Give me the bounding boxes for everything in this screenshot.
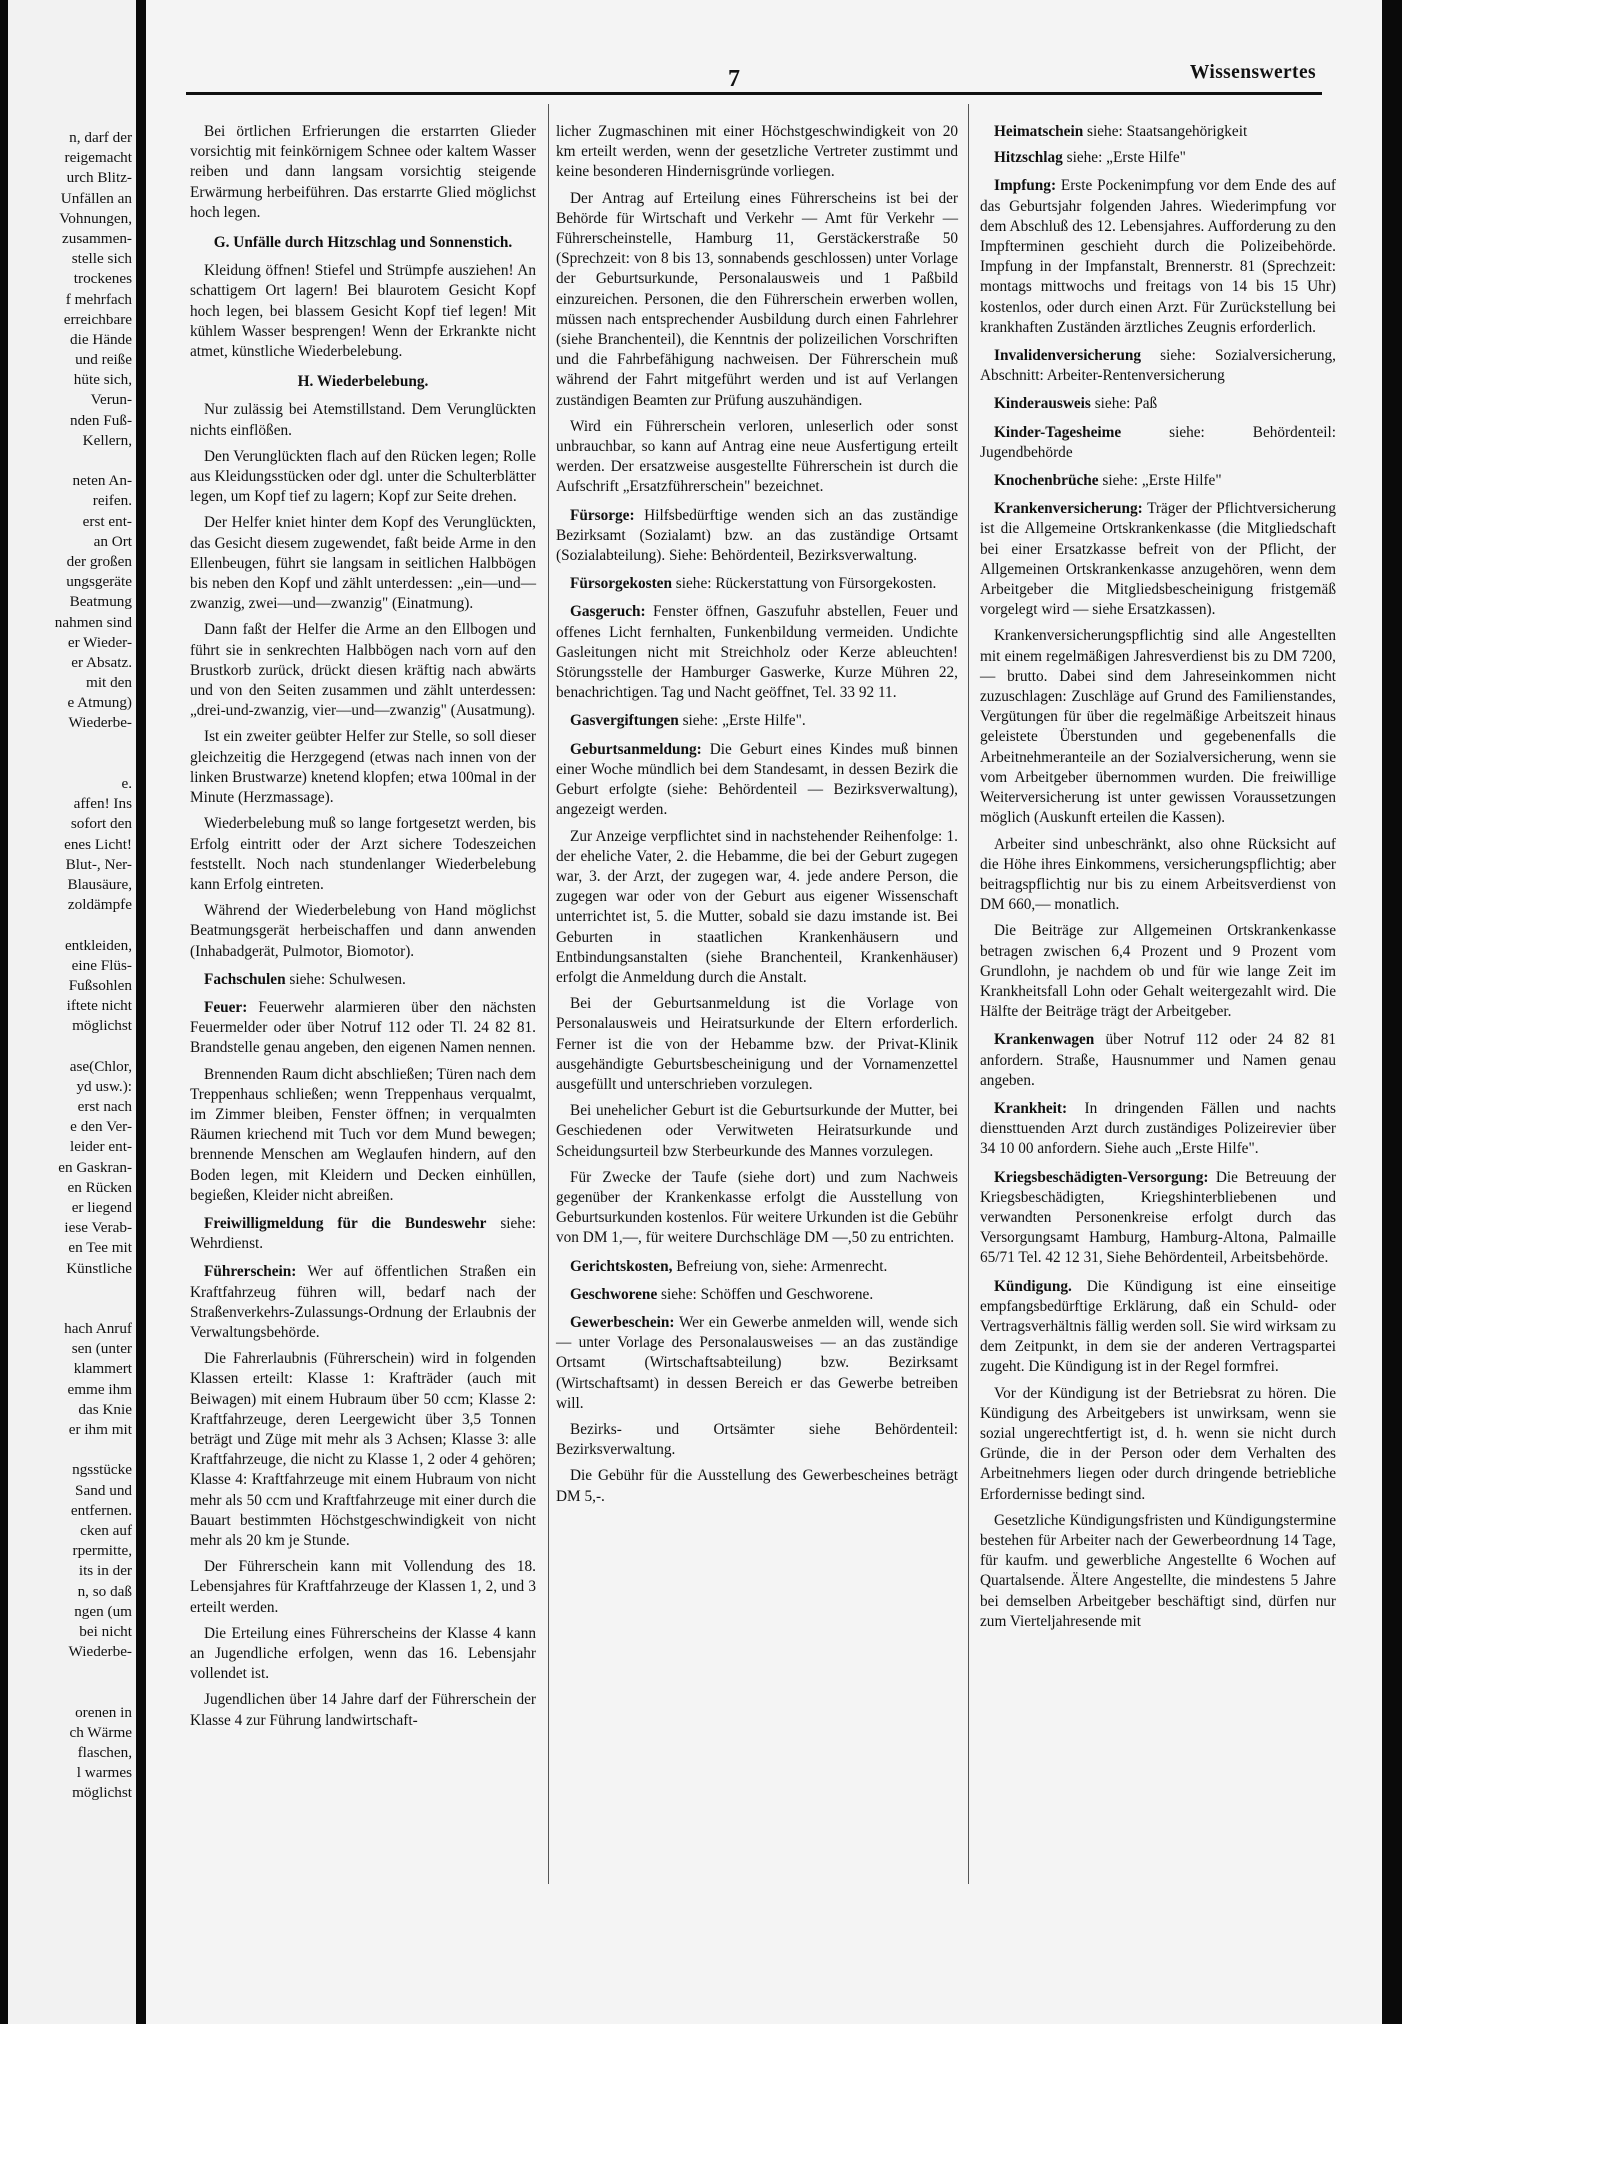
entry-term: Geburtsanmeldung: bbox=[570, 740, 702, 758]
paragraph: Die Fahrerlaubnis (Führerschein) wird in folgenden Klassen erteilt: Klasse 1: Krafträder (auch mit Beiwagen) mit einem Hubraum über 50 ccm; Klasse 2: Kraftfahrzeuge, deren Leergewicht über 3,5 Tonnen beträgt und Züge mit mehr als 3 Achsen; Klasse 3: alle Kraftfahrzeuge, die nicht zu Klasse 1, 2 oder 4 gehören; Klasse 4: Kraftfahrzeuge mit einem Hubraum von nicht mehr als 50 ccm und Kraftfahrzeuge mit einer durch die Bauart bestimmten Höchstgeschwindigkeit von nicht mehr als 20 km je Stunde. bbox=[190, 1350, 536, 1549]
fragment-line: stelle sich bbox=[71, 250, 132, 268]
entry-term: Knochenbrüche bbox=[994, 472, 1099, 490]
paragraph: Dann faßt der Helfer die Arme an den Ellbogen und führt sie in senkrechten Halbbögen nach vorn auf den Brustkorb zurück, drückt diesen kräftig nach abwärts und von den Seiten zusammen und zählt unterdessen: „drei-und-zwanzig, vier—und—zwanzig" (Ausatmung). bbox=[190, 621, 536, 720]
paragraph: Für Zwecke der Taufe (siehe dort) und zum Nachweis gegenüber der Krankenkasse erfolgt die Ausstellung von Geburtsurkunden kostenlos. Für weitere Urkunden ist die Gebühr von DM 1,—, für weitere Durchschläge DM —,50 zu entrichten. bbox=[556, 1168, 958, 1247]
paragraph: Arbeiter sind unbeschränkt, also ohne Rücksicht auf die Höhe ihres Einkommens, versicherungspflichtig; aber beitragspflichtig nur bis zu einem Arbeitsverdienst von DM 660,— monatlich. bbox=[980, 835, 1336, 914]
entry-gerichtskosten bbox=[556, 1257, 958, 1277]
running-head: Wissenswertes bbox=[1189, 62, 1316, 83]
entry-term: Gerichtskosten, bbox=[570, 1257, 673, 1275]
fragment-line: hach Anruf bbox=[64, 1320, 132, 1338]
fragment-line: sofort den bbox=[70, 815, 132, 833]
paragraph: Zur Anzeige verpflichtet sind in nachstehender Reihenfolge: 1. der eheliche Vater, 2. die Hebamme, die bei der Geburt zugegen war, 3. der Arzt, der zugegen war, 4. jede andere Person, die zugegen war oder von der Geburt aus eigener Wissenschaft unterrichtet ist, 5. die Mutter, sobald sie dazu imstande ist. Bei Geburten in staatlichen Krankenhäusern und Entbindungsanstalten (siehe Branchenteil, Krankenhäuser) erfolgt die Anmeldung durch die Anstalt. bbox=[556, 827, 958, 986]
paragraph: Brennenden Raum dicht abschließen; Türen nach dem Treppenhaus schließen; wenn Treppenhaus verqualmt, im Zimmer bleiben, Fenster öffnen; in verqualmten Räumen kriechend mit Tuch vor dem Mund bewegen; brennende Menschen am Weglaufen hindern, auf den Boden legen, mit Kleidern und Decken einhüllen, begießen, Kleider nicht abreißen. bbox=[190, 1065, 536, 1204]
fragment-line: e den Ver- bbox=[70, 1118, 132, 1136]
fragment-line: en Rücken bbox=[67, 1178, 132, 1196]
entry-text: siehe: Staatsangehörigkeit bbox=[1083, 123, 1248, 140]
paragraph: Während der Wiederbelebung von Hand möglichst Beatmungsgerät herbeischaffen und dann anwenden (Inhabadgerät, Pulmotor, Biomotor). bbox=[190, 902, 536, 960]
fragment-line: klammert bbox=[73, 1360, 132, 1378]
entry-term: Kriegsbeschädigten-Versorgung: bbox=[994, 1168, 1209, 1186]
entry-fuersorgekosten bbox=[556, 574, 958, 594]
entry-term: Krankenwagen bbox=[994, 1031, 1095, 1049]
fragment-line: n, darf der bbox=[69, 129, 132, 146]
entry-gasgeruch bbox=[556, 602, 958, 703]
entry-term: Kündigung. bbox=[994, 1277, 1072, 1295]
entry-term: Fürsorge: bbox=[570, 506, 635, 524]
column-1 bbox=[190, 122, 536, 1737]
paragraph: Bei örtlichen Erfrierungen die erstarrten Glieder vorsichtig mit feinkörnigem Schnee oder kaltem Wasser reiben und dann langsam vorsichtig steigende Erwärmung herbeiführen. Das erstarrte Glied möglichst hoch legen. bbox=[190, 123, 536, 221]
fragment-line: sen (unter bbox=[71, 1340, 132, 1358]
entry-text: Die Betreuung der Kriegsbeschädigten, Kriegshinterbliebenen und verwandten Personenkreise erfolgt durch das Versorgungsamt Hamburg, Hamburg-Altona, Palmaille 65/71 Tel. 42 12 31, Siehe Behördenteil, Arbeitsbehörde. bbox=[980, 1168, 1336, 1267]
entry-term: Fachschulen bbox=[204, 970, 286, 988]
paragraph: Der Antrag auf Erteilung eines Führerscheins ist bei der Behörde für Wirtschaft und Verkehr — Amt für Verkehr — Führerscheinstelle, Hamburg 11, Gerstäckerstraße 50 (Sprechzeit: von 8 bis 13, sonnabends geschlossen) unter Vorlage der Geburtsurkunde, Personalausweis und 1 Paßbild einzureichen. Personen, die den Führerschein erwerben wollen, müssen nach entsprechender Ausbildung durch einen Fahrlehrer (siehe Branchenteil), die Kenntnis der polizeilichen Vorschriften und die Fahrbefähigung nachweisen. Der Führerschein muß während der Fahrt mitgeführt werden und ist auf Verlangen zuständigen Beamten zur Prüfung auszuhändigen. bbox=[556, 189, 958, 409]
fragment-line: nahmen sind bbox=[54, 613, 132, 631]
paragraph: Wiederbelebung muß so lange fortgesetzt werden, bis Erfolg eintritt oder der Arzt sichere Todeszeichen feststellt. Noch nach stundenlanger Wiederbelebung kann Erfolg eintreten. bbox=[190, 815, 536, 893]
fragment-line: eine Flüs- bbox=[71, 956, 132, 974]
paragraph: Kleidung öffnen! Stiefel und Strümpfe ausziehen! An schattigem Ort lagern! Bei blaurotem Gesicht Kopf hoch legen, bei blassem Gesicht Kopf tief legen! Mit kühlem Wasser besprengen! Wenn der Erkrankte nicht atmet, künstliche Wiederbelebung. bbox=[190, 262, 536, 361]
fragment-line: Vohnungen, bbox=[59, 209, 132, 227]
entry-fuehrerschein bbox=[190, 1262, 536, 1343]
paragraph: Der Helfer kniet hinter dem Kopf des Verunglückten, das Gesicht diesem zugewendet, faßt beide Arme in den Ellenbeugen, führt sie langsam in seitlichen Halbbögen bis neben den Kopf und zählt unterdessen: „ein—und—zwanzig, zwei—und—zwanzig" (Einatmung). bbox=[190, 514, 536, 613]
entry-text: Feuerwehr alarmieren über den nächsten Feuermelder oder über Notruf 112 oder Tl. 24 82 81. Brandstelle genau angeben, den eigenen Namen nennen. bbox=[190, 998, 536, 1057]
header-rule bbox=[186, 92, 1322, 95]
paragraph: Wird ein Führerschein verloren, unleserlich oder sonst unbrauchbar, so kann auf Antrag eine neue Ausfertigung erteilt werden. Der ersatzweise ausgestellte Führerschein ist durch die Aufschrift „Ersatzführerschein" bezeichnet. bbox=[556, 417, 958, 496]
fragment-line: er Absatz. bbox=[71, 653, 132, 671]
fragment-line: möglichst bbox=[72, 1017, 132, 1035]
page-number: 7 bbox=[728, 66, 740, 92]
page-gutter bbox=[136, 0, 146, 2024]
fragment-line: iftete nicht bbox=[66, 997, 132, 1015]
entry-term: Impfung: bbox=[994, 177, 1057, 195]
entry-text: Fenster öffnen, Gaszufuhr abstellen, Feuer und offenes Licht fernhalten, Funkenbildung vermeiden. Undichte Gasleitungen nicht mit Streichholz oder Kerze ableuchten! Störungsstelle der Hamburger Gaswerke, Kurze Mühren 22, benachrichtigen. Tag und Nacht geöffnet, Tel. 33 92 11. bbox=[556, 603, 958, 702]
fragment-line: ungsgeräte bbox=[66, 573, 132, 591]
entry-kinderausweis bbox=[980, 394, 1336, 414]
scan-border-left bbox=[0, 0, 8, 2024]
paragraph: Bezirks- und Ortsämter siehe Behördenteil: Bezirksverwaltung. bbox=[556, 1420, 958, 1459]
paragraph: Gesetzliche Kündigungsfristen und Kündigungstermine bestehen für Arbeiter nach der Gewerbeordnung 14 Tage, für kaufm. und gewerbliche Angestellte 6 Wochen auf Quartalsende. Ältere Angestellte, die mindestens 5 Jahre bei demselben Arbeitgeber beschäftigt sind, dürfen nur zum Vierteljahresende mit bbox=[980, 1511, 1336, 1630]
entry-text: Die Kündigung ist eine einseitige empfangsbedürftige Erklärung, daß ein Schuld- oder Vertragsverhältnis fällig werden soll. Sie wird wirksam zu dem Zeitpunkt, in dem sie der anderen Vertragspartei zugeht. Die Kündigung ist in der Regel formfrei. bbox=[980, 1277, 1336, 1376]
column-divider bbox=[968, 104, 969, 1884]
fragment-line bbox=[8, 1440, 132, 1460]
fragment-line: Beatmung bbox=[69, 593, 132, 611]
fragment-line: er Wieder- bbox=[67, 633, 132, 651]
entry-text: In dringenden Fällen und nachts diensttuenden Arzt durch zuständiges Polizeirevier über 34 10 00 anfordern. Siehe auch „Erste Hilfe". bbox=[980, 1099, 1336, 1158]
fragment-line bbox=[8, 915, 132, 935]
fragment-line: möglichst bbox=[72, 1784, 132, 1802]
entry-knochenbrueche bbox=[980, 471, 1336, 491]
entry-text: Wer auf öffentlichen Straßen ein Kraftfahrzeug führen will, bedarf nach der Straßenverkehrs-Zulassungs-Ordnung der Erlaubnis der Verwaltungsbehörde. bbox=[190, 1263, 536, 1341]
fragment-line bbox=[8, 1036, 132, 1056]
fragment-line bbox=[8, 734, 132, 754]
fragment-line: und reiße bbox=[75, 351, 132, 369]
fragment-line: enes Licht! bbox=[64, 835, 132, 853]
document-page bbox=[146, 0, 1382, 2024]
fragment-line: entfernen. bbox=[70, 1501, 132, 1519]
fragment-line: reifen. bbox=[92, 492, 132, 510]
fragment-line: ch Wärme bbox=[69, 1723, 132, 1741]
entry-term: Krankheit: bbox=[994, 1099, 1068, 1117]
paragraph: Die Gebühr für die Ausstellung des Gewerbescheines beträgt DM 5,-. bbox=[556, 1467, 958, 1505]
entry-feuer bbox=[190, 998, 536, 1059]
fragment-line: das Knie bbox=[78, 1400, 132, 1418]
fragment-line: urch Blitz- bbox=[66, 169, 132, 187]
paragraph: Bei unehelicher Geburt ist die Geburtsurkunde der Mutter, bei Geschiedenen oder Verwitweten Heiratsurkunde und Scheidungsurteil bzw Sterbeurkunde des Mannes vorzulegen. bbox=[556, 1102, 958, 1160]
entry-kinder-tagesheime bbox=[980, 423, 1336, 463]
fragment-line: an Ort bbox=[93, 532, 132, 550]
column-divider bbox=[548, 104, 549, 1884]
entry-term: Gewerbeschein: bbox=[570, 1313, 675, 1331]
fragment-line bbox=[8, 1682, 132, 1702]
fragment-line: der großen bbox=[66, 552, 132, 570]
entry-impfung bbox=[980, 176, 1336, 338]
paragraph: Nur zulässig bei Atemstillstand. Dem Verunglückten nichts einflößen. bbox=[190, 401, 536, 439]
fragment-line: n, so daß bbox=[77, 1582, 132, 1600]
entry-term: Kinder-Tagesheime bbox=[994, 423, 1122, 441]
fragment-line: en Tee mit bbox=[68, 1239, 132, 1257]
fragment-line: trockenes bbox=[73, 270, 132, 288]
fragment-line: erst nach bbox=[77, 1098, 132, 1115]
fragment-line: affen! Ins bbox=[73, 795, 132, 813]
entry-fachschulen bbox=[190, 970, 536, 990]
fragment-line: entkleiden, bbox=[64, 936, 132, 954]
fragment-line: emme ihm bbox=[67, 1380, 132, 1398]
fragment-line: its in der bbox=[78, 1562, 132, 1580]
fragment-line: Kellern, bbox=[82, 431, 132, 449]
paragraph: Vor der Kündigung ist der Betriebsrat zu hören. Die Kündigung des Arbeitgebers ist unwirksam, wenn sie sozial ungerechtfertigt ist, d. h. wenn sie nicht durch Gründe, die in der Person oder dem Verhalten des Arbeitnehmers liegen oder durch dringende betriebliche Erfordernisse bedingt sind. bbox=[980, 1384, 1336, 1503]
fragment-line: rpermitte, bbox=[72, 1542, 132, 1560]
paragraph: licher Zugmaschinen mit einer Höchstgeschwindigkeit von 20 km erteilt werden, wenn der gesetzliche Vertreter zustimmt und keine besonderen Hindernisgründe vorliegen. bbox=[556, 123, 958, 181]
fragment-line: er ihm mit bbox=[68, 1421, 132, 1438]
paragraph: Ist ein zweiter geübter Helfer zur Stelle, so soll dieser gleichzeitig die Herzgegend (etwas nach innen von der linken Brustwarze) knetend klopfen; etwa 100mal in der Minute (Herzmassage). bbox=[190, 728, 536, 807]
entry-text: siehe: Sozialversicherung, Abschnitt: Arbeiter-Rentenversicherung bbox=[980, 347, 1336, 385]
fragment-line: Wiederbe- bbox=[68, 1643, 132, 1661]
entry-text: siehe: Paß bbox=[1090, 395, 1158, 413]
fragment-line: cken auf bbox=[80, 1521, 132, 1539]
entry-text: siehe: Wehrdienst. bbox=[190, 1214, 536, 1253]
entry-text: Wer ein Gewerbe anmelden will, wende sich — unter Vorlage des Personalausweises — an das zuständige Ortsamt (Wirtschaftsabteilung) bzw. Bezirksamt (Wirtschaftsamt) in dessen Bereich er das Gewerbe betreiben will. bbox=[556, 1313, 958, 1412]
entry-invalidenversicherung bbox=[980, 346, 1336, 386]
paragraph: Der Führerschein kann mit Vollendung des 18. Lebensjahres für Kraftfahrzeuge der Klassen 1, 2, und 3 erteilt werden. bbox=[190, 1558, 536, 1616]
entry-text: siehe: Rückerstattung von Fürsorgekosten. bbox=[671, 575, 937, 593]
column-3 bbox=[980, 122, 1336, 1638]
entry-geschworene bbox=[556, 1285, 958, 1305]
entry-text: Befreiung von, siehe: Armenrecht. bbox=[672, 1257, 888, 1275]
fragment-line: orenen in bbox=[75, 1703, 132, 1721]
entry-text: siehe: „Erste Hilfe" bbox=[1098, 472, 1222, 490]
entry-geburtsanmeldung bbox=[556, 740, 958, 821]
fragment-line: en Gaskran- bbox=[58, 1158, 132, 1176]
entry-text: siehe: „Erste Hilfe" bbox=[1062, 149, 1186, 167]
entry-term: Fürsorgekosten bbox=[570, 575, 672, 593]
entry-freiwilligmeldung bbox=[190, 1214, 536, 1254]
entry-text: Träger der Pflichtversicherung ist die Allgemeine Ortskrankenkasse (die Mitgliedschaft bei einer Ersatzkasse befreit von der Pflicht, der Allgemeinen Ortskrankenkasse anzugehören, wenn dem Arbeitgeber die Mitgliedsbescheinigung fristgemäß vorgelegt wird — siehe Ersatzkassen). bbox=[980, 500, 1336, 619]
fragment-line: bei nicht bbox=[79, 1622, 132, 1640]
column-2 bbox=[556, 122, 958, 1513]
entry-krankenversicherung bbox=[980, 499, 1336, 620]
entry-text: siehe: Behördenteil: Jugendbehörde bbox=[980, 423, 1336, 461]
entry-gasvergiftungen bbox=[556, 711, 958, 731]
entry-text: Erste Pockenimpfung vor dem Ende des auf das Geburtsjahr folgenden Jahres. Wiederimpfung vor dem Abschluß des 12. Lebensjahres. Aufforderung zu den Impfterminen geschieht durch die Polizeibehörde. Impfung in der Impfanstalt, Brennerstr. 81 (Sprechzeit: montags mittwochs und freitags von 14 bis 15 Uhr) kostenlos, oder durch einen Arzt. Für Zurückstellung bei krankhaften Zuständen ärztliches Zeugnis erforderlich. bbox=[980, 177, 1336, 336]
entry-term: Heimatschein bbox=[994, 123, 1084, 140]
entry-heimatschein bbox=[980, 122, 1336, 142]
fragment-line: erst ent- bbox=[82, 512, 132, 530]
fragment-line: hüte sich, bbox=[73, 371, 132, 389]
entry-term: Krankenversicherung: bbox=[994, 500, 1143, 518]
fragment-line: yd usw.): bbox=[76, 1077, 132, 1095]
entry-term: Gasgeruch: bbox=[570, 603, 646, 621]
paragraph: Den Verunglückten flach auf den Rücken legen; Rolle aus Kleidungsstücken oder dgl. unter die Schulterblätter legen, um Kopf tief zu lagern; Kopf zur Seite drehen. bbox=[190, 447, 536, 506]
paragraph: Bei der Geburtsanmeldung ist die Vorlage von Personalausweis und Heiratsurkunde der Eltern erforderlich. Ferner ist die von der Hebamme bzw. der Privat-Klinik ausgehändigte Geburtsbescheinigung und der Vornamenzettel ausgefüllt und unterschrieben vorzulegen. bbox=[556, 995, 958, 1093]
fragment-line: Sand und bbox=[75, 1481, 132, 1499]
fragment-line: ngsstücke bbox=[72, 1461, 132, 1479]
entry-kuendigung bbox=[980, 1277, 1336, 1378]
fragment-line: Unfällen an bbox=[60, 189, 132, 207]
paragraph: Jugendlichen über 14 Jahre darf der Führerschein der Klasse 4 zur Führung landwirtschaft- bbox=[190, 1691, 536, 1729]
facing-page-text bbox=[8, 128, 132, 1804]
fragment-line: erreichbare bbox=[63, 310, 132, 328]
entry-term: Führerschein: bbox=[204, 1263, 297, 1281]
section-heading: G. Unfälle durch Hitzschlag und Sonnenstich. bbox=[213, 234, 513, 252]
fragment-line: Künstliche bbox=[66, 1259, 132, 1277]
entry-text: Hilfsbedürftige wenden sich an das zuständige Bezirksamt (Sozialamt) bzw. an das zuständige Ortsamt (Sozialabteilung). Siehe: Behördenteil, Bezirksverwaltung. bbox=[556, 506, 958, 565]
entry-term: Hitzschlag bbox=[994, 149, 1063, 167]
fragment-line: neten An- bbox=[72, 472, 132, 490]
entry-krankheit bbox=[980, 1099, 1336, 1160]
entry-hitzschlag bbox=[980, 148, 1336, 168]
fragment-line: l warmes bbox=[76, 1764, 132, 1782]
fragment-line: Wiederbe- bbox=[68, 714, 132, 732]
entry-text: siehe: „Erste Hilfe". bbox=[678, 712, 806, 730]
entry-fuersorge bbox=[556, 506, 958, 567]
entry-text: siehe: Schulwesen. bbox=[285, 970, 406, 988]
entry-gewerbeschein bbox=[556, 1313, 958, 1414]
paragraph: Die Erteilung eines Führerscheins der Klasse 4 kann an Jugendliche erfolgen, wenn das 16. Lebensjahr vollendet ist. bbox=[190, 1624, 536, 1683]
entry-text: siehe: Schöffen und Geschworene. bbox=[657, 1285, 874, 1303]
fragment-line: die Hände bbox=[70, 330, 132, 348]
section-heading: H. Wiederbelebung. bbox=[297, 373, 429, 391]
facing-page-fragment bbox=[8, 0, 136, 2024]
fragment-line bbox=[8, 1299, 132, 1319]
entry-kriegsbeschaedigten bbox=[980, 1168, 1336, 1269]
fragment-line: reigemacht bbox=[64, 149, 132, 167]
fragment-line: flaschen, bbox=[77, 1744, 132, 1761]
fragment-line: ngen (um bbox=[74, 1602, 132, 1620]
paragraph: Die Beiträge zur Allgemeinen Ortskrankenkasse betragen zwischen 6,4 Prozent und 9 Prozent vom Grundlohn, je nachdem ob und für wie lange Zeit im Krankheitsfall Lohn oder Gehalt weitergezahlt wird. Die Hälfte der Beiträge trägt der Arbeitgeber. bbox=[980, 922, 1336, 1021]
fragment-line: f mehrfach bbox=[65, 290, 132, 308]
fragment-line: zoldämpfe bbox=[67, 896, 132, 914]
fragment-line bbox=[8, 1279, 132, 1299]
entry-term: Kinderausweis bbox=[994, 395, 1091, 413]
entry-text: über Notruf 112 oder 24 82 81 anfordern. Straße, Hausnummer und Namen genau angeben. bbox=[980, 1031, 1336, 1089]
entry-term: Gasvergiftungen bbox=[570, 712, 679, 730]
entry-term: Invalidenversicherung bbox=[994, 347, 1142, 365]
fragment-line bbox=[8, 451, 132, 471]
entry-term: Feuer: bbox=[204, 998, 248, 1016]
fragment-line: zusammen- bbox=[61, 229, 132, 247]
fragment-line: nden Fuß- bbox=[69, 411, 132, 429]
entry-term: Freiwilligmeldung für die Bundeswehr bbox=[204, 1214, 487, 1232]
fragment-line: e Atmung) bbox=[67, 694, 132, 712]
fragment-line: iese Verab- bbox=[64, 1219, 132, 1237]
fragment-line: ase(Chlor, bbox=[69, 1057, 132, 1075]
entry-term: Geschworene bbox=[570, 1285, 658, 1303]
scan-border-right bbox=[1382, 0, 1402, 2024]
fragment-line bbox=[8, 754, 132, 774]
fragment-line: Blut-, Ner- bbox=[65, 855, 132, 873]
fragment-line: er liegend bbox=[71, 1198, 132, 1216]
fragment-line: leider ent- bbox=[70, 1138, 132, 1156]
fragment-line: Verun- bbox=[90, 391, 132, 409]
fragment-line: mit den bbox=[86, 674, 132, 692]
entry-krankenwagen bbox=[980, 1030, 1336, 1091]
paragraph: Krankenversicherungspflichtig sind alle Angestellten mit einem regelmäßigen Jahresverdienst bis zu DM 7200,— brutto. Dabei sind dem Jahreseinkommen nicht zuzuschlagen: Zuschläge auf Grund des Familienstandes, Vergütungen für über die regelmäßige Arbeitszeit hinaus geleistete Überstunden und gegebenenfalls die Arbeitnehmeranteile an der Sozialversicherung, wenn sie vom Arbeitgeber übernommen wurden. Die freiwillige Weiterversicherung ist unter gewissen Voraussetzungen möglich (Auskunft erteilen die Kassen). bbox=[980, 627, 1336, 827]
fragment-line bbox=[8, 1662, 132, 1682]
entry-text: Die Geburt eines Kindes muß binnen einer Woche mündlich bei dem Standesamt, in dessen Bezirk die Geburt erfolgte (siehe: Behördenteil — Bezirksverwaltung), angezeigt werden. bbox=[556, 740, 958, 819]
fragment-line: Blausäure, bbox=[67, 875, 132, 893]
fragment-line: e. bbox=[121, 775, 132, 792]
fragment-line: Fußsohlen bbox=[68, 976, 132, 994]
